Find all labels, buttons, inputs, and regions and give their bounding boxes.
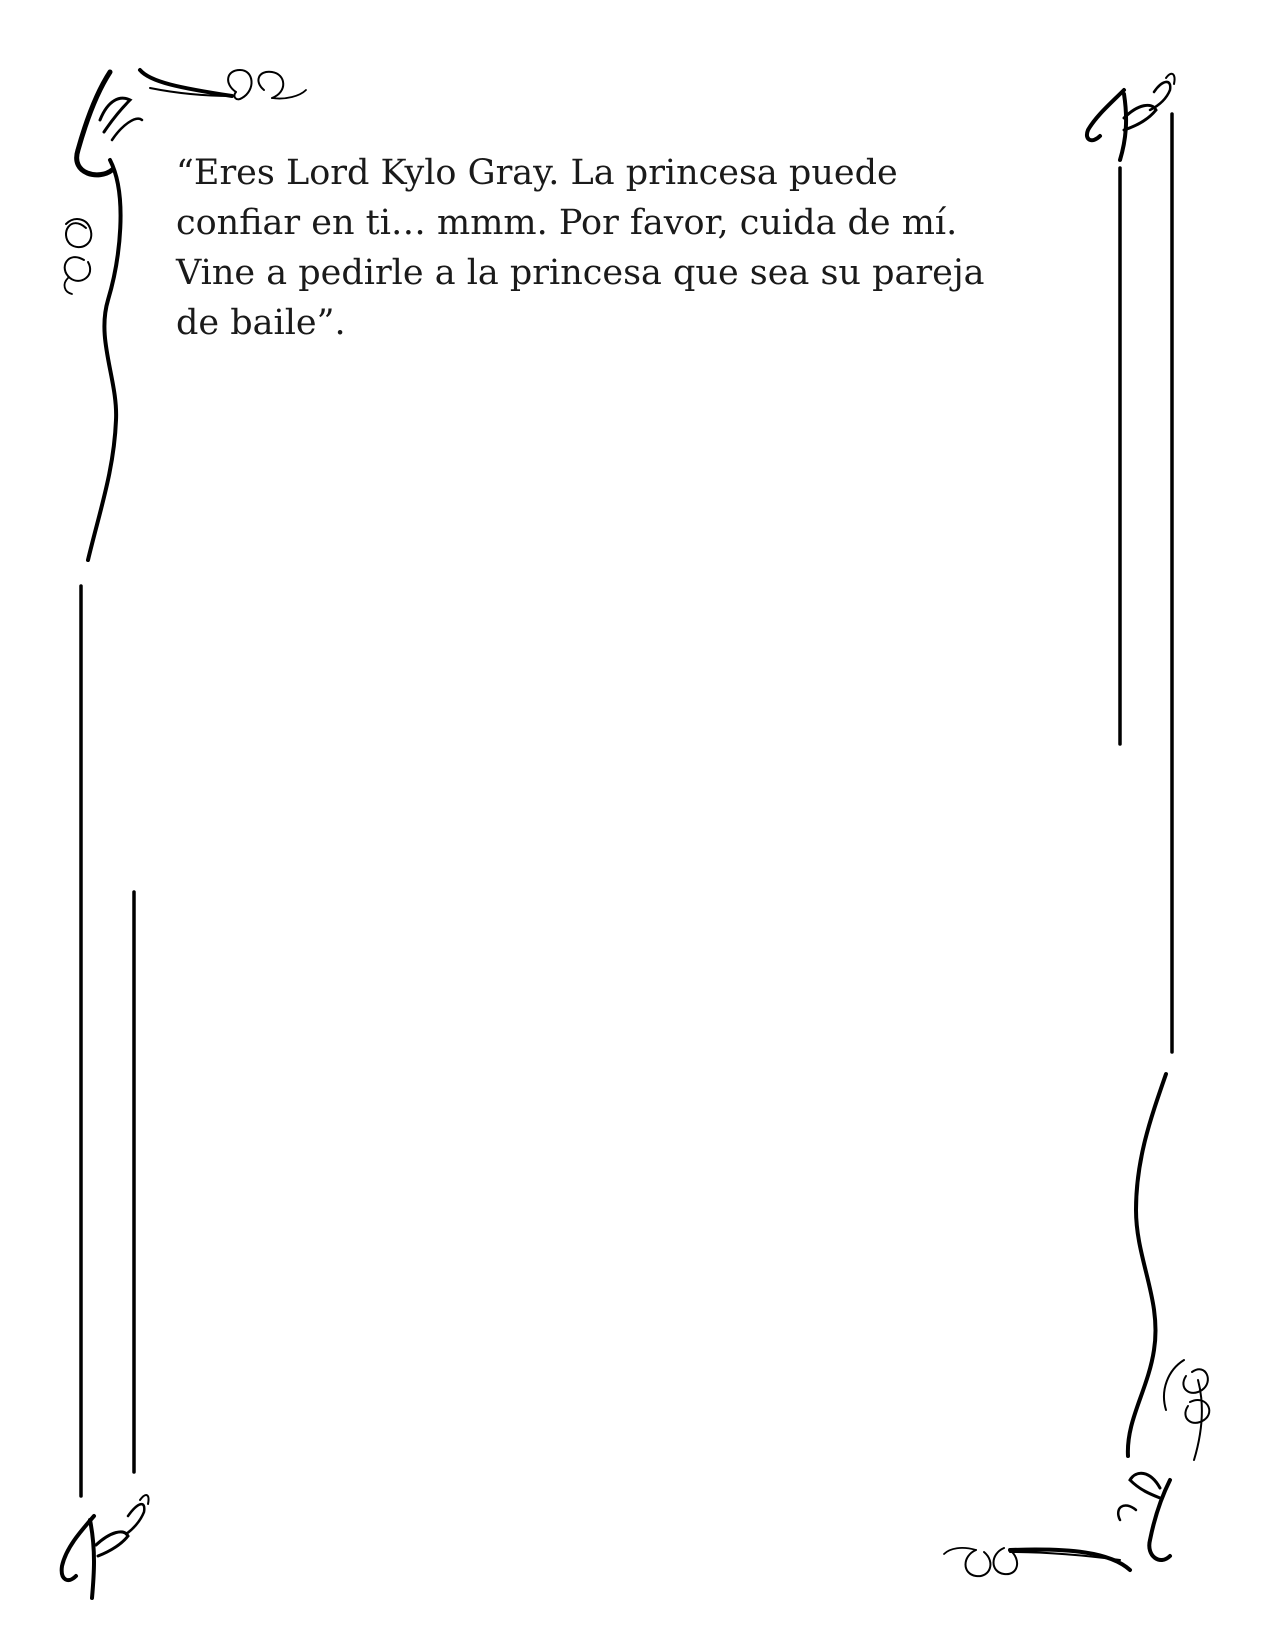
body-line-3: Vine a pedirle a la princesa que sea su pareja xyxy=(176,253,985,293)
body-line-1: “Eres Lord Kylo Gray. La princesa puede xyxy=(176,153,898,193)
body-line-2: confiar en ti… mmm. Por favor, cuida de mí. xyxy=(176,203,958,243)
top-right-flourish-icon xyxy=(1087,74,1175,160)
bottom-left-flourish-icon xyxy=(62,1495,149,1598)
body-line-4: de baile”. xyxy=(176,303,346,343)
bottom-right-flourish-icon xyxy=(944,1074,1209,1576)
body-paragraph xyxy=(176,148,1076,348)
